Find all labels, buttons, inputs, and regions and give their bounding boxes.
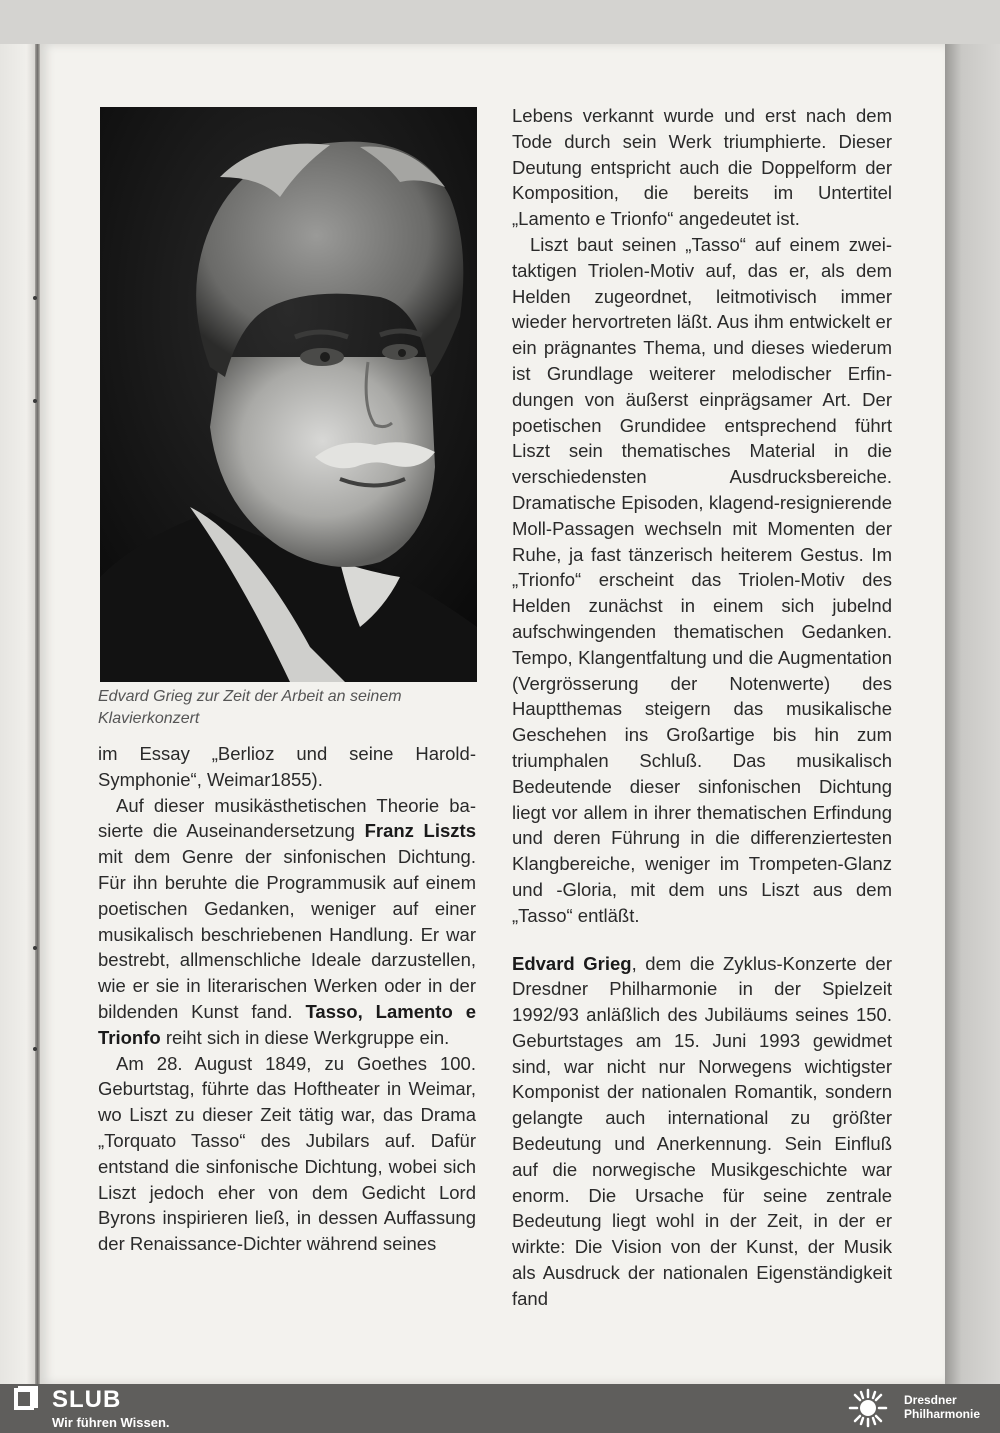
slub-tagline: Wir führen Wissen. (52, 1415, 170, 1430)
binding-staple (33, 399, 37, 403)
binding-staple (33, 946, 37, 950)
caption-line: Klavierkonzert (98, 710, 200, 727)
caption-line: Edvard Grieg zur Zeit der Arbeit an seinem (98, 688, 402, 705)
paragraph: im Essay „Berlioz und seine Harold-Symphonie“, Weimar1855). (98, 743, 476, 790)
grieg-portrait-photo (100, 107, 477, 682)
text-run: reiht sich in diese Werkgruppe ein. (160, 1026, 450, 1048)
paragraph (98, 793, 476, 1051)
binding-staple (33, 296, 37, 300)
dp-name-line: Philharmonie (904, 1407, 981, 1421)
binding-staple (33, 1047, 37, 1051)
paragraph: Lebens verkannt wurde und erst nach dem Tode durch sein Werk triumphierte. Dieser Deutung entspricht auch die Doppelform der Komposition, die bereits im Untertitel „Lamento e Trionfo“ angedeutet ist. (512, 105, 892, 230)
dresdner-philharmonie-logo-icon (842, 1386, 894, 1430)
photo-caption (98, 686, 478, 730)
paragraph (512, 951, 892, 1312)
dp-name-line: Dresdner (904, 1393, 957, 1407)
paragraph: Liszt baut seinen „Tasso“ auf einem zweitaktigen Triolen-Motiv auf, das er, als dem Helden zugeordnet, leitmotivisch immer wieder hervortreten läßt. Aus ihm entwickelt er ein prägnantes Thema, und dieses wiederum ist Grundlage weiterer melodischer Erfindungen von äußerst einprägsamer Art. Der poetischen Grundidee entsprechend führt Liszt sein thematisches Material in die verschiedensten Ausdrucksbereiche. Dramatische Episoden, klagend-resignierende Moll-Passagen wechseln mit Momenten der Ruhe, ja fast tänzerisch heiterem Gestus. Im „Trionfo“ erscheint das Triolen-Motiv des Helden zunächst in einem sich jubelnd aufschwingenden thematischen Gedanken. Tempo, Klangentfaltung und die Augmentation (Vergrösserung der Notenwerte) des Hauptthemas steigern das musikalische Geschehen ins Großartige bis hin zum triumphalen Schluß. Das musikalisch Bedeutende dieser sinfonischen Dichtung liegt vor allem in ihrer thematischen Erfindung und deren Führung in die differenziertesten Klangbereiche, weniger im Trompeten-Glanz und -Gloria, mit dem uns Liszt aus dem „Tasso“ entläßt. (512, 233, 892, 926)
right-text-column (512, 103, 892, 1312)
scan-background-edge (945, 44, 1000, 1384)
left-text-column (98, 741, 476, 1257)
slub-name[interactable]: SLUB (52, 1386, 122, 1413)
slub-logo-icon (14, 1386, 40, 1412)
text-run: mit dem Genre der sinfonischen Dichtung. Für ihn beruhte die Programmusik auf einem poetischen Gedanken, weniger auf einer musikalisch beschriebenen Handlung. Er war bestrebt, allmenschliche Ideale darzustellen, wie er sie in literarischen Werken oder in der bildenden Kunst fand. (98, 846, 476, 1022)
text-run: Auf dieser musikästhetischen Theorie basierte die Auseinandersetzung (98, 794, 476, 842)
name-franz-liszt: Franz Liszts (364, 820, 476, 842)
work-title-tasso: Tasso, Lamento e Trionfo (98, 1000, 476, 1048)
dresdner-philharmonie-name[interactable] (904, 1393, 980, 1421)
text-run: , dem die Zyklus-Konzerte der Dresdner Philharmonie in der Spielzeit 1992/93 anläßlich des Jubiläums seines 150. Geburtstages am 15. Juni 1993 gewidmet sind, war nicht nur Norwegens wichtigster Komponist der nationalen Romantik, sondern gelangte auch international zu größter Bedeutung und Anerkennung. Sein Einfluß auf die norwegische Musikgeschichte war enorm. Die Ursache für seine zentrale Bedeutung liegt wohl in der Zeit, in der er wirkte: Die Vision von der Kunst, der Musik als Ausdruck der nationalen Eigenständigkeit fand (512, 952, 892, 1309)
previous-page-edge (0, 44, 38, 1384)
paragraph: Am 28. August 1849, zu Goethes 100. Geburtstag, führte das Hoftheater in Weimar, wo Liszt zu dieser Zeit tätig war, das Drama „Torquato Tasso“ des Jubilars auf. Dafür entstand die sinfonische Dichtung, wobei sich Liszt jedoch eher von dem Gedicht Lord Byrons inspirieren ließ, in dessen Auffassung der Renaissance-Dichter während seines (98, 1052, 476, 1255)
name-edvard-grieg: Edvard Grieg (512, 952, 632, 974)
